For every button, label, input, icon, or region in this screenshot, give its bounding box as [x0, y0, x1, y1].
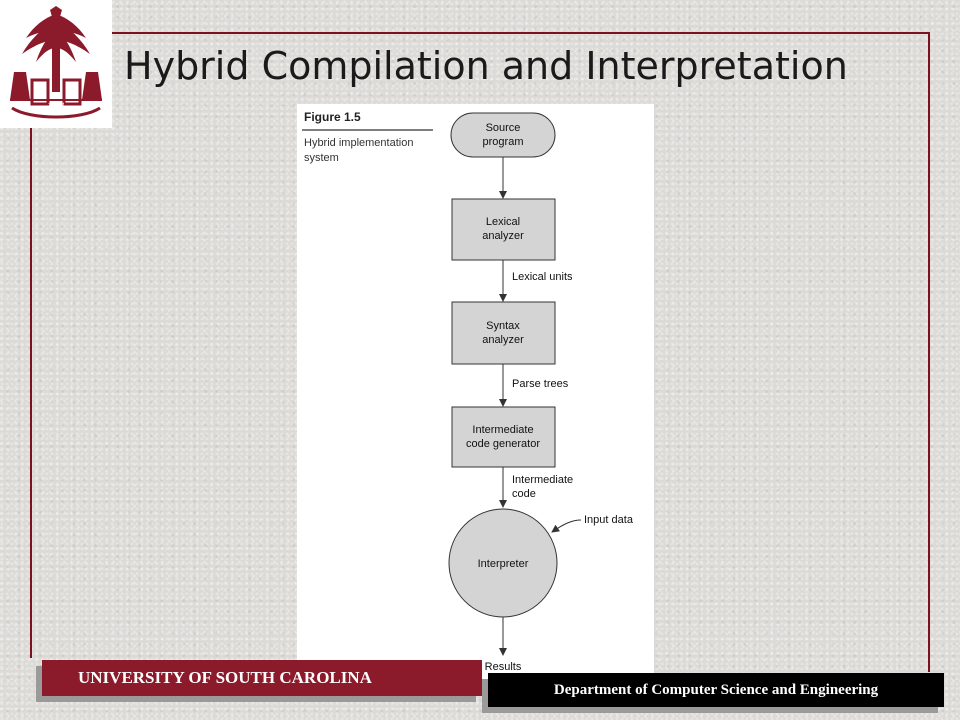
- frame-right-rule: [928, 32, 930, 672]
- slide-title: Hybrid Compilation and Interpretation: [124, 44, 848, 88]
- logo-box: [0, 0, 112, 128]
- footer-department-text: Department of Computer Science and Engineering: [553, 681, 879, 698]
- source-program-label-line1: Source: [485, 122, 521, 134]
- frame-left-rule: [30, 128, 32, 658]
- footer-university-text: UNIVERSITY OF SOUTH CAROLINA: [78, 668, 372, 687]
- figure-panel: [297, 104, 654, 679]
- lexical-analyzer-label-line2: analyzer: [482, 230, 524, 242]
- results-label: Results: [484, 661, 522, 673]
- intermediate-code-generator-node: [452, 407, 555, 467]
- edge-label-parse-trees: Parse trees: [512, 378, 569, 390]
- intermediate-code-generator-label-line1: Intermediate: [472, 424, 534, 436]
- edge-label-lexical-units: Lexical units: [512, 271, 573, 283]
- flow-diagram: [297, 104, 654, 679]
- syntax-analyzer-node: [452, 302, 555, 364]
- palmetto-tree-seal-icon: [0, 0, 112, 128]
- frame-top-rule: [110, 32, 930, 34]
- edge-label-input-data: Input data: [584, 514, 633, 526]
- figure-caption-line2: system: [304, 152, 339, 164]
- arrow-input-data: [552, 520, 581, 532]
- lexical-analyzer-label-line1: Lexical: [485, 216, 521, 228]
- intermediate-code-generator-label-line2: code generator: [466, 438, 540, 450]
- figure-caption-line1: Hybrid implementation: [304, 137, 414, 149]
- logo-year: 1801: [47, 101, 65, 111]
- interpreter-label: Interpreter: [477, 558, 529, 570]
- edge-label-intermediate-code-line1: Intermediate: [512, 474, 574, 486]
- edge-label-intermediate-code-line2: code: [512, 488, 536, 500]
- source-program-node: [451, 113, 555, 157]
- source-program-label-line2: program: [482, 136, 524, 148]
- footer-university-banner: [42, 660, 482, 696]
- figure-label: Figure 1.5: [304, 110, 361, 124]
- syntax-analyzer-label-line1: Syntax: [486, 320, 520, 332]
- syntax-analyzer-label-line2: analyzer: [482, 334, 524, 346]
- footer-department-banner: [488, 673, 944, 707]
